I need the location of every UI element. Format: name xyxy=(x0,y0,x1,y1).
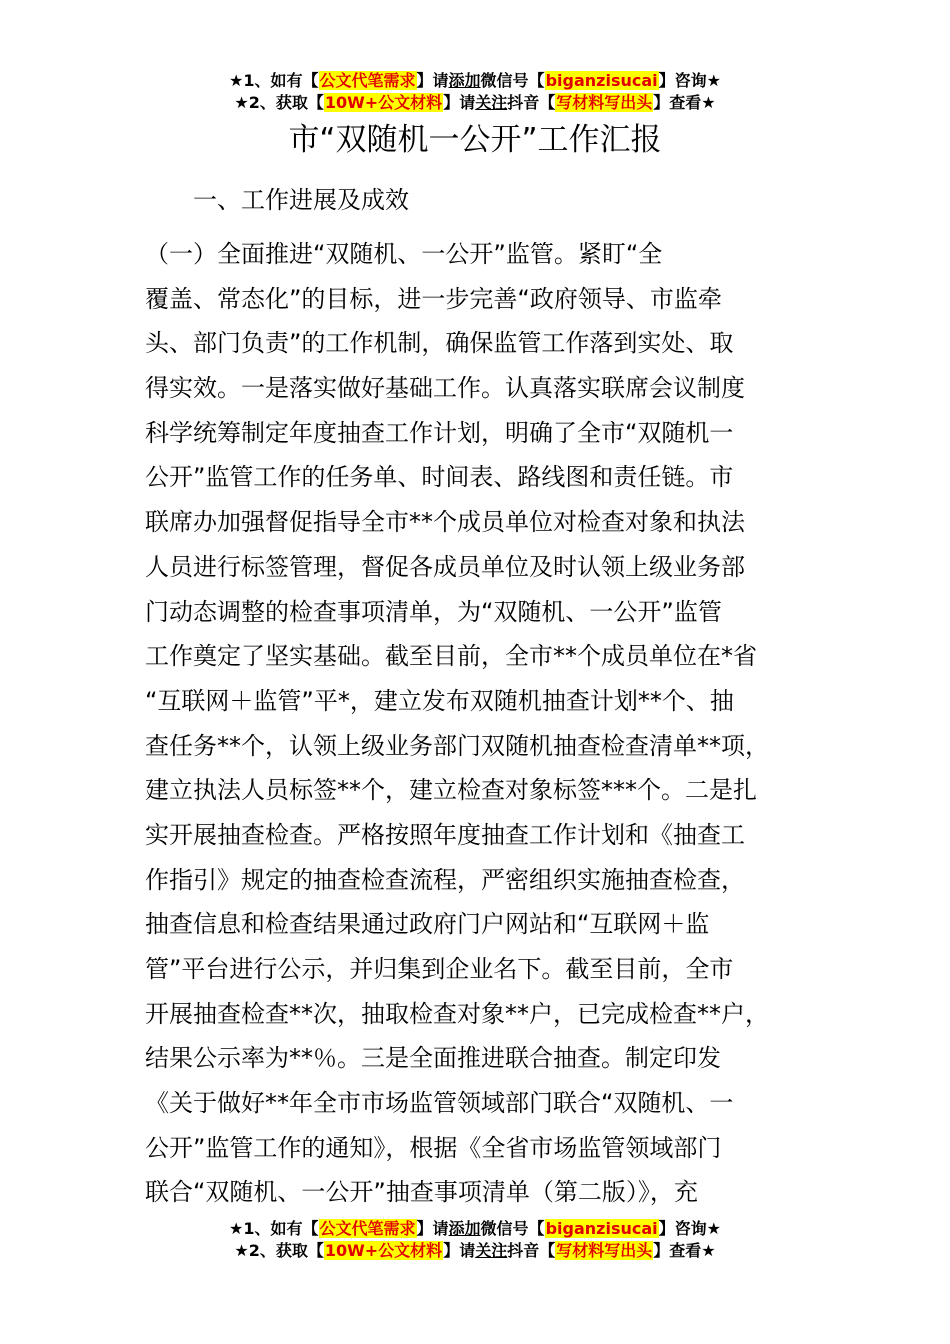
banner-text: 抖音【 xyxy=(507,93,556,112)
body-paragraph xyxy=(145,232,835,1215)
body-line: 开展抽查检查**次，抽取检查对象**户，已完成检查**户， xyxy=(145,999,769,1028)
body-line: 建立执法人员标签**个，建立检查对象标签***个。二是扎 xyxy=(145,776,757,805)
banner-line-1 xyxy=(0,70,950,92)
banner-highlight: 公文代笔需求 xyxy=(319,71,416,90)
banner-underline: 关注 xyxy=(475,1241,508,1260)
banner-text: 微信号【 xyxy=(480,1219,545,1238)
body-line: 覆盖、常态化”的目标，进一步完善“政府领导、市监牵 xyxy=(145,284,722,313)
body-line: 联合“双随机、一公开”抽查事项清单（第二版）》，充 xyxy=(145,1178,698,1207)
banner-text: ★1、如有【 xyxy=(229,1219,319,1238)
banner-text: 】请 xyxy=(443,1241,476,1260)
body-line: 作指引》规定的抽查检查流程，严密组织实施抽查检查， xyxy=(145,865,745,894)
banner-text: 】请 xyxy=(416,71,449,90)
body-line: 查任务**个，认领上级业务部门双随机抽查检查清单**项， xyxy=(145,731,769,760)
banner-highlight: 写材料写出头 xyxy=(556,1241,653,1260)
body-line: 公开”监管工作的通知》，根据《全省市场监管领域部门 xyxy=(145,1133,722,1162)
body-line: 工作奠定了坚实基础。截至目前，全市**个成员单位在*省 xyxy=(145,642,757,671)
banner-underline: 关注 xyxy=(475,93,508,112)
banner-text: 微信号【 xyxy=(480,71,545,90)
banner-text: 】咨询★ xyxy=(658,71,721,90)
body-line: “互联网＋监管”平*，建立发布双随机抽查计划**个、抽 xyxy=(145,686,734,715)
body-line: 结果公示率为**％。三是全面推进联合抽查。制定印发 xyxy=(145,1044,721,1073)
document-title: 市“双随机一公开”工作汇报 xyxy=(288,122,662,158)
body-line: 实开展抽查检查。严格按照年度抽查工作计划和《抽查工 xyxy=(145,820,745,849)
body-line: 科学统筹制定年度抽查工作计划，明确了全市“双随机一 xyxy=(145,418,734,447)
body-line: （一）全面推进“双随机、一公开”监管。紧盯“全 xyxy=(145,240,663,268)
banner-underline: 添加 xyxy=(448,71,481,90)
banner-text: 抖音【 xyxy=(507,1241,556,1260)
banner-text: ★2、获取【 xyxy=(234,1241,324,1260)
banner-text: 】咨询★ xyxy=(658,1219,721,1238)
banner-text: 】请 xyxy=(443,93,476,112)
body-line: 管”平台进行公示，并归集到企业名下。截至目前，全市 xyxy=(145,955,734,983)
banner-line-2 xyxy=(0,92,950,114)
banner-line-1 xyxy=(0,1218,950,1240)
banner-underline: 添加 xyxy=(448,1219,481,1238)
body-line: 人员进行标签管理，督促各成员单位及时认领上级业务部 xyxy=(145,552,745,581)
banner-highlight: biganzisucai xyxy=(545,1219,658,1238)
section-heading: 一、工作进展及成效 xyxy=(193,186,409,214)
banner-text: ★2、获取【 xyxy=(234,93,324,112)
banner-line-2 xyxy=(0,1240,950,1262)
body-line: 头、部门负责”的工作机制，确保监管工作落到实处、取 xyxy=(145,329,734,358)
footer-banner xyxy=(0,1218,950,1262)
banner-highlight: 公文代笔需求 xyxy=(319,1219,416,1238)
banner-highlight: 10W+公文材料 xyxy=(324,1241,443,1260)
body-line: 《关于做好**年全市市场监管领域部门联合“双随机、一 xyxy=(145,1089,734,1118)
banner-highlight: biganzisucai xyxy=(545,71,658,90)
body-line: 公开”监管工作的任务单、时间表、路线图和责任链。市 xyxy=(145,463,734,492)
body-line: 门动态调整的检查事项清单，为“双随机、一公开”监管 xyxy=(145,597,722,626)
header-banner xyxy=(0,70,950,114)
banner-text: 】查看★ xyxy=(653,93,716,112)
body-line: 得实效。一是落实做好基础工作。认真落实联席会议制度 xyxy=(145,374,745,403)
banner-text: ★1、如有【 xyxy=(229,71,319,90)
banner-text: 】请 xyxy=(416,1219,449,1238)
body-line: 联席办加强督促指导全市**个成员单位对检查对象和执法 xyxy=(145,508,745,537)
banner-highlight: 10W+公文材料 xyxy=(324,93,443,112)
banner-text: 】查看★ xyxy=(653,1241,716,1260)
banner-highlight: 写材料写出头 xyxy=(556,93,653,112)
body-line: 抽查信息和检查结果通过政府门户网站和“互联网＋监 xyxy=(145,910,710,939)
